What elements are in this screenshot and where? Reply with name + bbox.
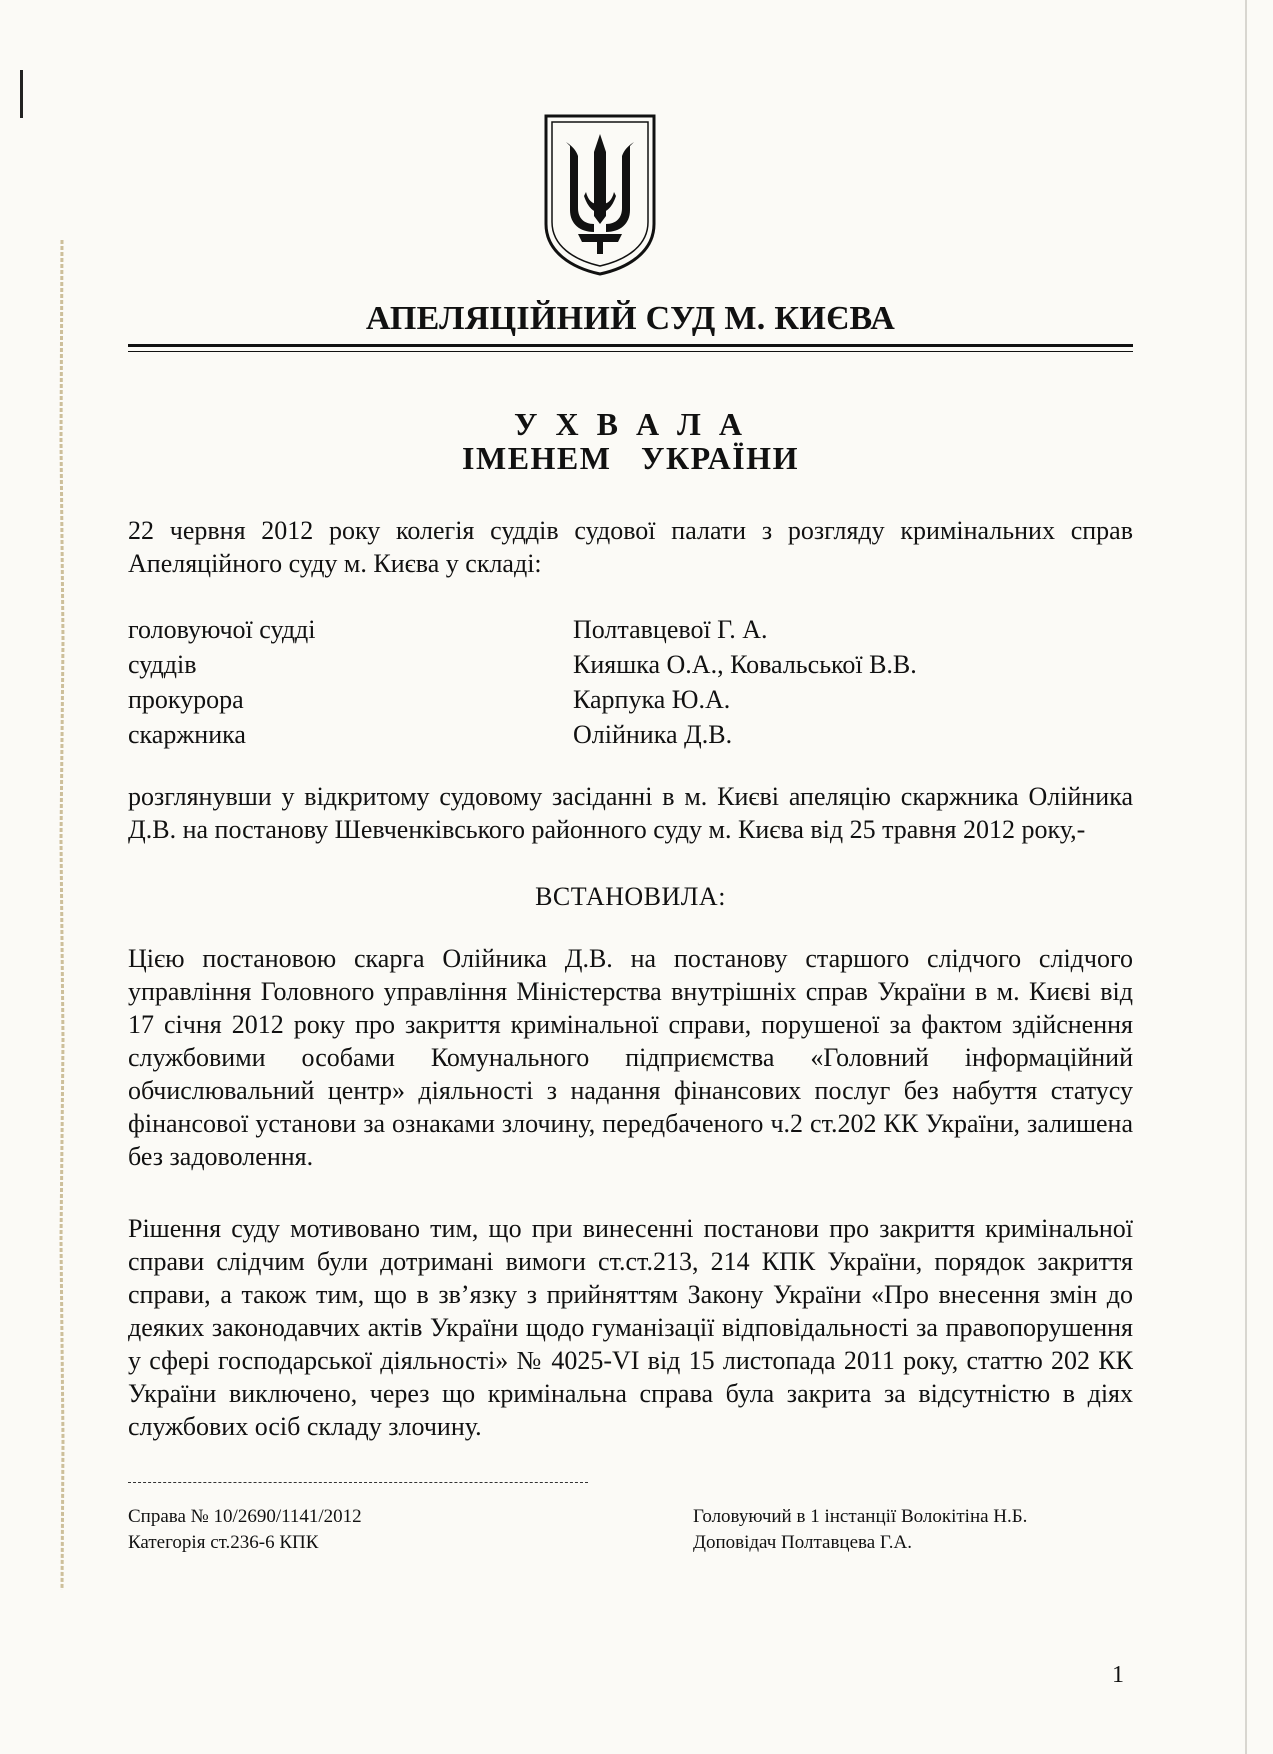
judicial-panel (128, 612, 1133, 752)
panel-name: Кияшка О.А., Ковальської В.В. (573, 650, 917, 679)
header-rule (128, 344, 1133, 347)
header-rule-thin (128, 351, 1133, 352)
panel-name: Полтавцевої Г. А. (573, 615, 768, 644)
margin-mark (20, 70, 23, 118)
rapporteur: Доповідач Полтавцева Г.А. (693, 1532, 912, 1553)
trident-coat-of-arms-icon (540, 112, 660, 278)
panel-role: суддів (128, 650, 197, 679)
panel-role: скаржника (128, 720, 246, 749)
intro-paragraph: 22 червня 2012 року колегія суддів судової палати з розгляду кримінальних справ Апеляційного суду м. Києва у складі: (128, 516, 1133, 578)
panel-row (128, 647, 1133, 682)
case-number: Справа № 10/2690/1141/2012 (128, 1506, 362, 1527)
body-paragraph-2: Рішення суду мотивовано тим, що при винесенні постанови про закриття кримінальної справи слідчим були дотримані вимоги ст.ст.213, 214 КПК України, порядок закриття справи, а також тим, що в зв’язку з прийняттям Закону України «Про внесення змін до деяких законодавчих актів України щодо гуманізації відповідальності за правопорушення у сфері господарської діяльності» № 4025-VI від 15 листопада 2011 року, статтю 202 КК України виключено, через що кримінальна справа була закрита за відсутністю в діях службових осіб складу злочину. (128, 1214, 1133, 1441)
panel-name: Олійника Д.В. (573, 720, 733, 749)
panel-row (128, 717, 1133, 752)
panel-row (128, 612, 1133, 647)
footer-judges-info (693, 1504, 1027, 1556)
presiding-first-instance: Головуючий в 1 інстанції Волокітіна Н.Б. (693, 1506, 1028, 1527)
case-category: Категорія ст.236-6 КПК (128, 1532, 319, 1553)
panel-role: прокурора (128, 685, 244, 714)
document-subtitle: ІМЕНЕМ УКРАЇНИ (462, 440, 799, 476)
established-heading: ВСТАНОВИЛА: (535, 882, 726, 911)
considered-paragraph: розглянувши у відкритому судовому засіданні в м. Києві апеляцію скаржника Олійника Д.В. на постанову Шевченківського районного суду м. Києва від 25 травня 2012 року,- (128, 782, 1133, 844)
footer-separator (128, 1482, 588, 1483)
document-type: У Х В А Л А (514, 406, 747, 442)
footer-case-info (128, 1504, 362, 1556)
body-paragraph-1: Цією постановою скарга Олійника Д.В. на постанову старшого слідчого слідчого управління Головного управління Міністерства внутрішніх справ України в м. Києві від 17 січня 2012 року про закриття кримінальної справи, порушеної за фактом здійснення службовими особами Комунального підприємства «Головний інформаційний обчислювальний центр» діяльності з надання фінансових послуг без набуття статусу фінансової установи за ознаками злочину, передбаченого ч.2 ст.202 КК України, залишена без задоволення. (128, 944, 1133, 1171)
panel-name: Карпука Ю.А. (573, 685, 731, 714)
panel-row (128, 682, 1133, 717)
paper-edge (1245, 0, 1247, 1754)
court-name: АПЕЛЯЦІЙНИЙ СУД М. КИЄВА (365, 300, 896, 337)
panel-role: головуючої судді (128, 615, 316, 644)
binding-thread (58, 240, 66, 1590)
page-number: 1 (1112, 1662, 1124, 1688)
